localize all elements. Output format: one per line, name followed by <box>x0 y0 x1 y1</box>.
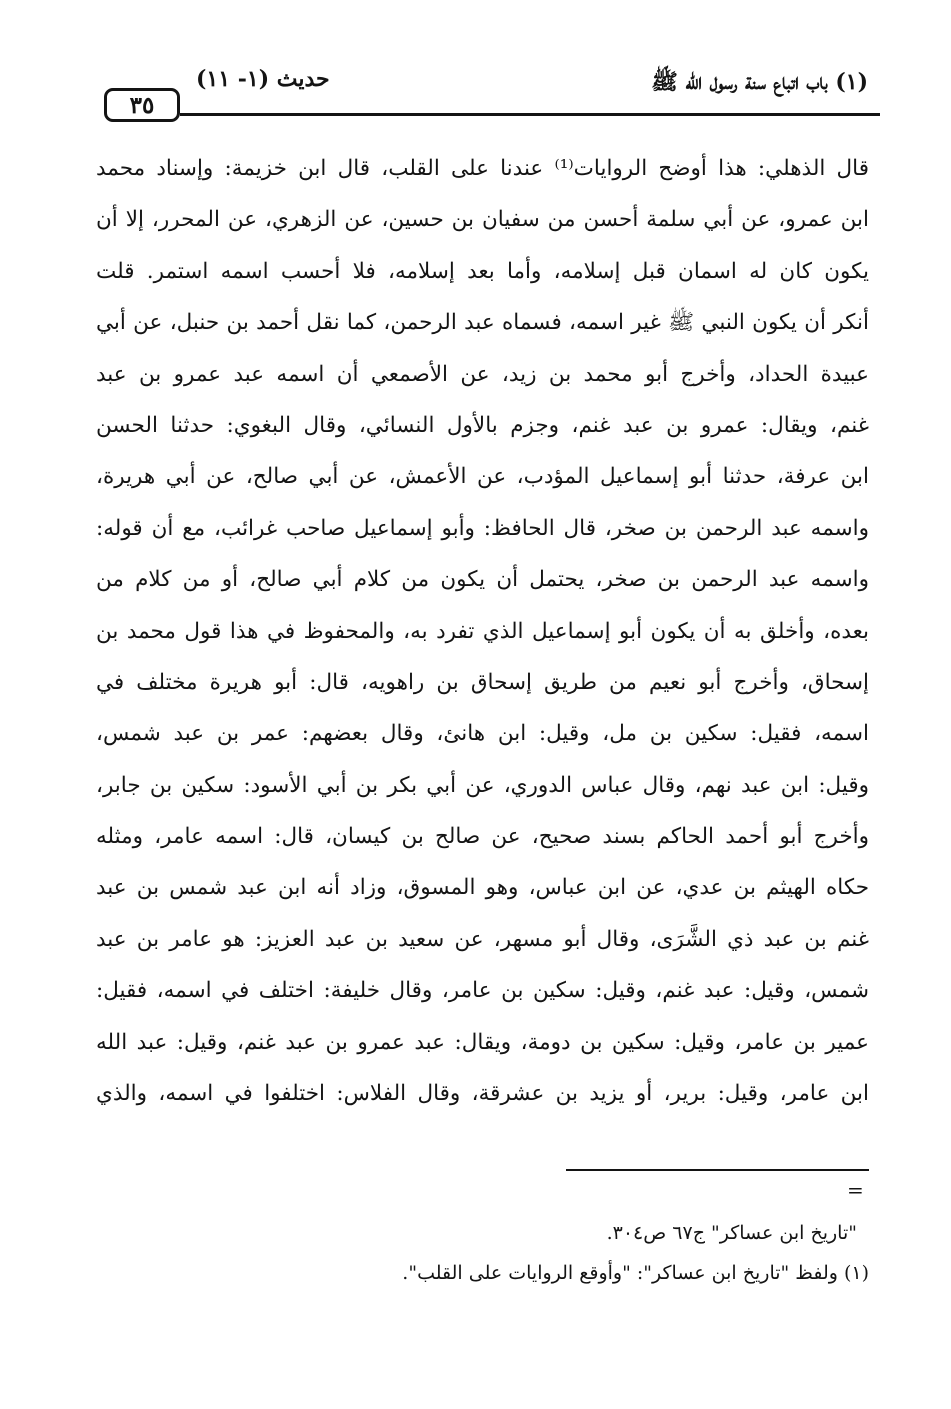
text-line: حكاه الهيثم بن عدي، عن ابن عباس، وهو المسوق، وزاد أنه ابن عبد شمس بن عبد <box>96 875 869 901</box>
text-line: إسحاق، وأخرج أبو نعيم من طريق إسحاق بن راهويه، قال: أبو هريرة مختلف في <box>96 669 869 695</box>
footnote-separator <box>566 1169 869 1171</box>
text-line: واسمه عبد الرحمن بن صخر، قال الحافظ: وأبو إسماعيل صاحب غرائب، مع أن قوله: <box>96 515 869 541</box>
text-line: اسمه، فقيل: سكين بن مل، وقيل: ابن هانئ، وقال بعضهم: عمر بن عبد شمس، <box>96 721 869 747</box>
main-text <box>96 143 869 1119</box>
text-line: ابن عرفة، حدثنا أبو إسماعيل المؤدب، عن الأعمش، عن أبي صالح، عن أبي هريرة، <box>96 464 869 490</box>
text-line: ابن عمرو، عن أبي سلمة أحسن من سفيان بن حسين، عن الزهري، عن المحرر، إلا أن <box>96 207 869 233</box>
text-line: عبيدة الحداد، وأخرج أبو محمد بن زيد، عن الأصمعي أن اسمه عبد عمرو بن عبد <box>96 361 869 387</box>
text-line: وأخرج أبو أحمد الحاكم بسند صحيح، عن صالح بن كيسان، قال: اسمه عامر، ومثله <box>96 824 869 850</box>
text-line: قال الذهلي: هذا أوضح الروايات⁽¹⁾ عندنا على القلب، قال ابن خزيمة: وإسناد محمد <box>96 156 869 181</box>
hadith-range-label: حديث (١- ١١) <box>196 66 330 92</box>
page-number: ٣٥ <box>104 88 180 122</box>
chapter-title: (١) باب اتباع سنة رسول الله ﷺ <box>651 69 868 95</box>
text-line: أنكر أن يكون النبي ﷺ غير اسمه، فسماه عبد الرحمن، كما نقل أحمد بن حنبل، عن أبي <box>96 310 869 336</box>
footnote-1: (١) ولفظ "تاريخ ابن عساكر": "وأوقع الروايات على القلب". <box>402 1262 869 1284</box>
text-line: غنم، ويقال: عمرو بن عبد غنم، وجزم بالأول النسائي، وقال البغوي: حدثنا الحسن <box>96 412 869 438</box>
footnote-continuation: "تاريخ ابن عساكر" ج٦٧ ص٣٠٤. <box>606 1222 857 1244</box>
text-line: غنم بن عبد ذي الشَّرَى، وقال أبو مسهر، عن سعيد بن عبد العزيز: هو عامر بن عبد <box>96 926 869 952</box>
text-line: وقيل: ابن عبد نهم، وقال عباس الدوري، عن أبي بكر بن أبي الأسود: سكين بن جابر، <box>96 772 869 798</box>
text-line: ابن عامر، وقيل: برير، أو يزيد بن عشرقة، وقال الفلاس: اختلفوا في اسمه، والذي <box>96 1081 869 1107</box>
text-line: واسمه عبد الرحمن بن صخر، يحتمل أن يكون من كلام أبي صالح، أو من كلام من <box>96 567 869 593</box>
footnote-continuation-mark: = <box>847 1178 864 1202</box>
text-line: شمس، وقيل: عبد غنم، وقيل: سكين بن عامر، وقال خليفة: اختلف في اسمه، فقيل: <box>96 978 869 1004</box>
text-line: عمير بن عامر، وقيل: سكين بن دومة، ويقال: عبد عمرو بن عبد غنم، وقيل: عبد الله <box>96 1029 869 1055</box>
header-rule <box>180 113 880 116</box>
page-header <box>100 66 880 126</box>
text-line: بعده، وأخلق به أن يكون أبو إسماعيل الذي تفرد به، والمحفوظ في هذا قول محمد بن <box>96 618 869 644</box>
text-line: يكون كان له اسمان قبل إسلامه، وأما بعد إسلامه، فلا أحسب اسمه استمر. قلت <box>96 258 869 284</box>
